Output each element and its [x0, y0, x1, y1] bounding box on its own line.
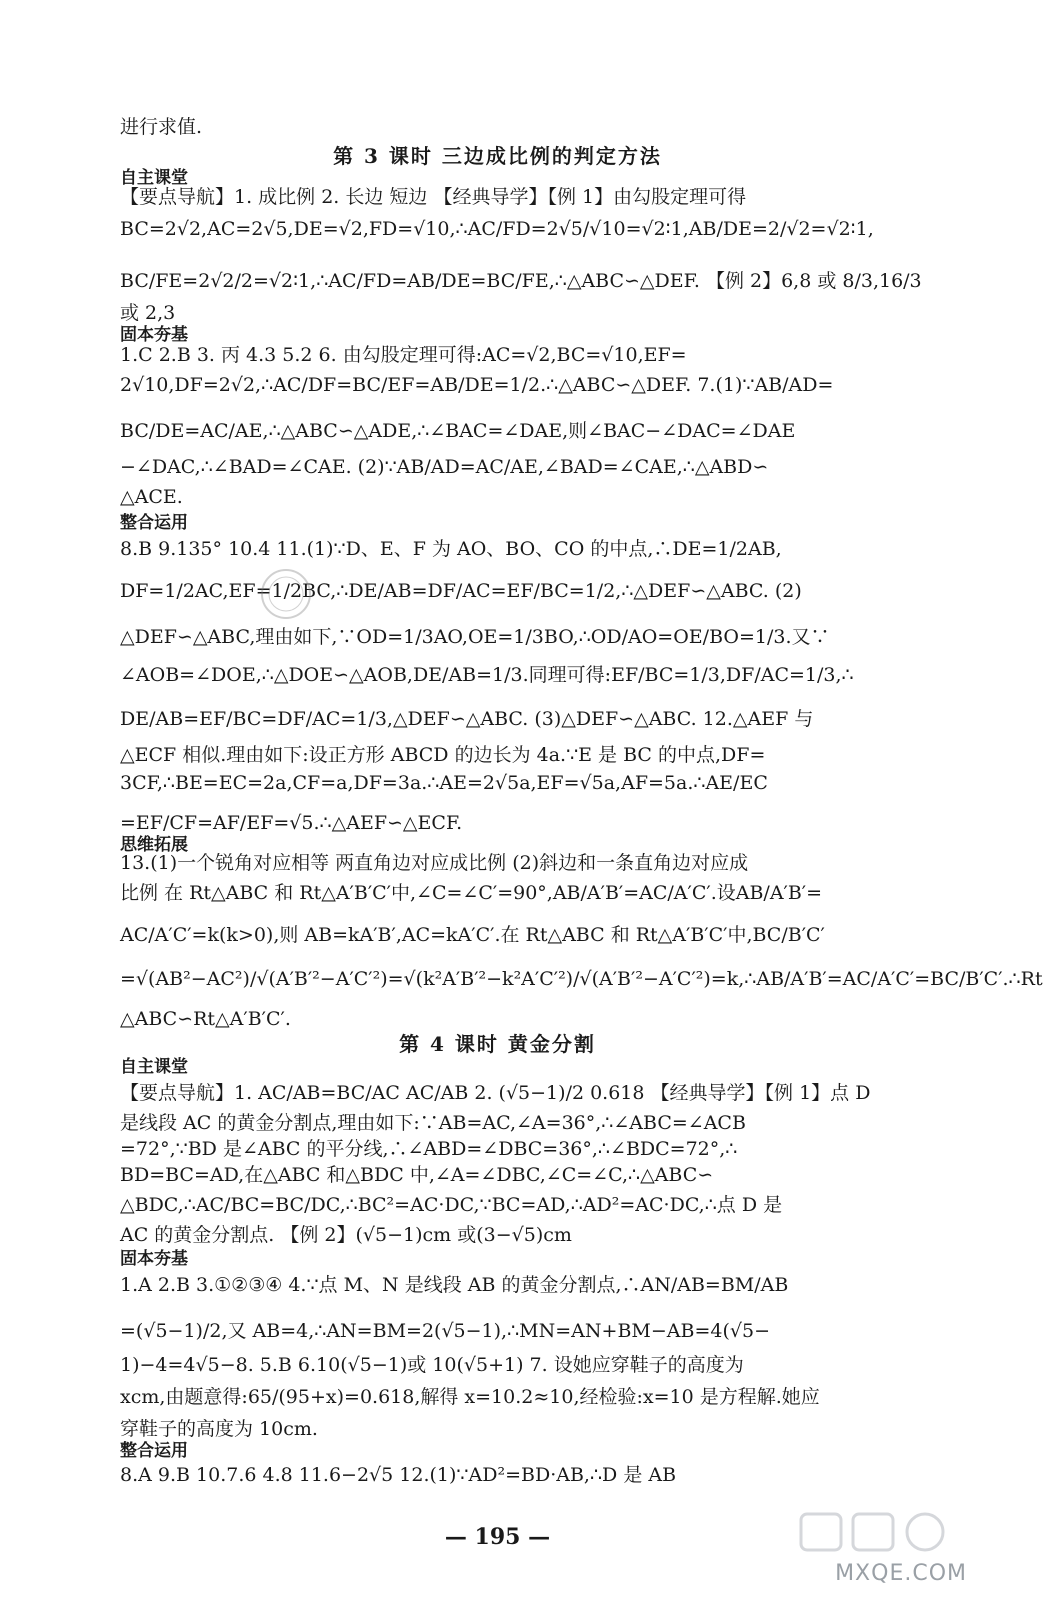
- section-guben-1: 固本夯基: [120, 325, 188, 345]
- text-line: 1.C 2.B 3. 丙 4.3 5.2 6. 由勾股定理可得:AC=√2,BC=√10,EF=: [120, 344, 687, 366]
- text-line: 【要点导航】1. AC/AB=BC/AC AC/AB 2. (√5−1)/2 0.618 【经典导学】【例 1】点 D: [120, 1082, 871, 1104]
- text-line: 8.B 9.135° 10.4 11.(1)∵D、E、F 为 AO、BO、CO 的中点,∴DE=1/2AB,: [120, 538, 782, 560]
- text-line: −∠DAC,∴∠BAD=∠CAE. (2)∵AB/AD=AC/AE,∠BAD=∠CAE,∴△ABD∽: [120, 456, 769, 478]
- section-siwei: 思维拓展: [120, 835, 188, 855]
- lesson-3-title: 第 3 课时 三边成比例的判定方法: [333, 144, 662, 168]
- text-line: AC/A′C′=k(k>0),则 AB=kA′B′,AC=kA′C′.在 Rt△ABC 和 Rt△A′B′C′中,BC/B′C′: [120, 924, 825, 946]
- text-line: BC/DE=AC/AE,∴△ABC∽△ADE,∴∠BAC=∠DAE,则∠BAC−∠DAC=∠DAE: [120, 420, 796, 442]
- text-line: =√(AB²−AC²)/√(A′B′²−A′C′²)=√(k²A′B′²−k²A′C′²)/√(A′B′²−A′C′²)=k,∴AB/A′B′=AC/A′C′=BC/B′C′.∴Rt: [120, 968, 1043, 990]
- text-line: BC/FE=2√2/2=√2∶1,∴AC/FD=AB/DE=BC/FE,∴△ABC∽△DEF. 【例 2】6,8 或 8/3,16/3: [120, 270, 922, 292]
- text-line: BD=BC=AD,在△ABC 和△BDC 中,∠A=∠DBC,∠C=∠C,∴△ABC∽: [120, 1164, 714, 1186]
- text-line: DF=1/2AC,EF=1/2BC,∴DE/AB=DF/AC=EF/BC=1/2,∴△DEF∽△ABC. (2): [120, 580, 802, 602]
- page-number: — 195 —: [444, 1524, 551, 1550]
- text-line: △BDC,∴AC/BC=BC/DC,∴BC²=AC·DC,∵BC=AD,∴AD²=AC·DC,∴点 D 是: [120, 1194, 783, 1216]
- text-line: 1)−4=4√5−8. 5.B 6.10(√5−1)或 10(√5+1) 7. 设她应穿鞋子的高度为: [120, 1354, 744, 1376]
- text-line: AC 的黄金分割点. 【例 2】(√5−1)cm 或(3−√5)cm: [120, 1224, 572, 1246]
- lesson-4-title: 第 4 课时 黄金分割: [399, 1032, 596, 1056]
- text-line: xcm,由题意得:65/(95+x)=0.618,解得 x=10.2≈10,经检验:x=10 是方程解.她应: [120, 1386, 820, 1408]
- text-line: 13.(1)一个锐角对应相等 两直角边对应成比例 (2)斜边和一条直角边对应成: [120, 852, 749, 874]
- text-line: 【要点导航】1. 成比例 2. 长边 短边 【经典导学】【例 1】由勾股定理可得: [120, 186, 747, 208]
- text-line: BC=2√2,AC=2√5,DE=√2,FD=√10,∴AC/FD=2√5/√10=√2∶1,AB/DE=2/√2=√2∶1,: [120, 218, 874, 240]
- text-line: DE/AB=EF/BC=DF/AC=1/3,△DEF∽△ABC. (3)△DEF∽△ABC. 12.△AEF 与: [120, 708, 814, 730]
- section-zizhu-2: 自主课堂: [120, 1057, 188, 1077]
- section-zhenghe-1: 整合运用: [120, 513, 188, 533]
- text-line: 比例 在 Rt△ABC 和 Rt△A′B′C′中,∠C=∠C′=90°,AB/A′B′=AC/A′C′.设AB/A′B′=: [120, 882, 823, 904]
- intro-line: 进行求值.: [120, 116, 203, 138]
- text-line: 或 2,3: [120, 302, 176, 324]
- text-line: =EF/CF=AF/EF=√5.∴△AEF∽△ECF.: [120, 812, 463, 834]
- section-guben-2: 固本夯基: [120, 1249, 188, 1269]
- text-line: 8.A 9.B 10.7.6 4.8 11.6−2√5 12.(1)∵AD²=BD·AB,∴D 是 AB: [120, 1464, 677, 1486]
- watermark-text: MXQE.COM: [835, 1561, 967, 1586]
- text-line: 2√10,DF=2√2,∴AC/DF=BC/EF=AB/DE=1/2.∴△ABC∽△DEF. 7.(1)∵AB/AD=: [120, 374, 834, 396]
- text-line: △ECF 相似.理由如下:设正方形 ABCD 的边长为 4a.∵E 是 BC 的中点,DF=: [120, 744, 766, 766]
- section-zhenghe-2: 整合运用: [120, 1441, 188, 1461]
- text-line: 3CF,∴BE=EC=2a,CF=a,DF=3a.∴AE=2√5a,EF=√5a,AF=5a.∴AE/EC: [120, 772, 768, 794]
- section-zizhu-1: 自主课堂: [120, 168, 188, 188]
- text-line: =72°,∵BD 是∠ABC 的平分线,∴∠ABD=∠DBC=36°,∴∠BDC=72°,∴: [120, 1138, 738, 1160]
- text-line: △ABC∽Rt△A′B′C′.: [120, 1008, 291, 1030]
- text-line: 是线段 AC 的黄金分割点,理由如下:∵AB=AC,∠A=36°,∴∠ABC=∠ACB: [120, 1112, 746, 1134]
- text-line: =(√5−1)/2,又 AB=4,∴AN=BM=2(√5−1),∴MN=AN+BM−AB=4(√5−: [120, 1320, 771, 1342]
- text-line: 1.A 2.B 3.①②③④ 4.∵点 M、N 是线段 AB 的黄金分割点,∴AN/AB=BM/AB: [120, 1274, 789, 1296]
- text-line: △DEF∽△ABC,理由如下,∵OD=1/3AO,OE=1/3BO,∴OD/AO=OE/BO=1/3.又∵: [120, 626, 830, 648]
- stamp-icon: [258, 566, 314, 622]
- text-line: ∠AOB=∠DOE,∴△DOE∽△AOB,DE/AB=1/3.同理可得:EF/BC=1/3,DF/AC=1/3,∴: [120, 664, 854, 686]
- text-line: 穿鞋子的高度为 10cm.: [120, 1418, 318, 1440]
- text-line: △ACE.: [120, 486, 183, 508]
